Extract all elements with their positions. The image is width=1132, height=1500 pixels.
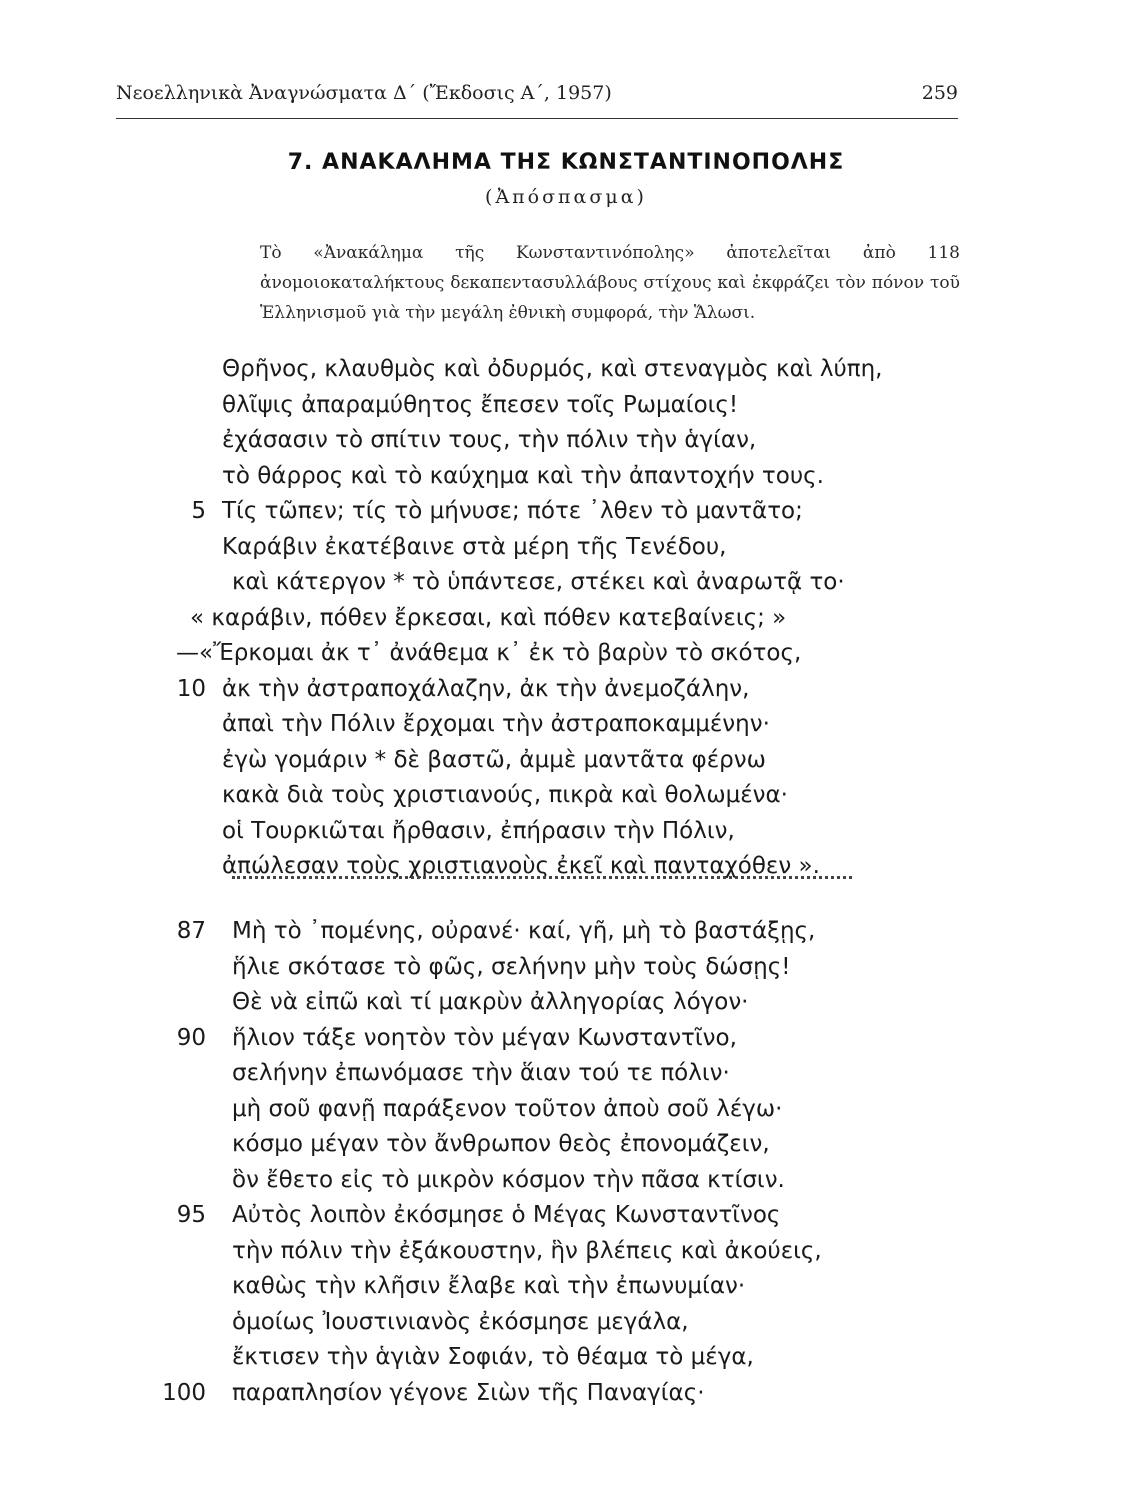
verse-line <box>0 1344 1132 1380</box>
running-title: Νεοελληνικὰ Ἀναγνώσματα Δ´ (Ἔκδοσις Α´, 1957) <box>116 82 612 104</box>
verse-number: 95 <box>176 1202 206 1228</box>
verse-line <box>0 676 1132 712</box>
verse-text: ἥλιε σκότασε τὸ φῶς, σελήνην μὴν τοὺς δώσῃς! <box>232 953 791 980</box>
verse-line <box>0 1309 1132 1345</box>
verse-line <box>0 1238 1132 1274</box>
verse-text: Καράβιν ἐκατέβαινε στὰ μέρη τῆς Τενέδου, <box>222 533 727 560</box>
verse-line <box>0 711 1132 747</box>
verse-text: Θρῆνος, κλαυθμὸς καὶ ὀδυρμός, καὶ στεναγμὸς καὶ λύπη, <box>222 356 883 382</box>
verse-text: καὶ κάτεργον * τὸ ὑπάντεσε, στέκει καὶ ἀναρωτᾷ το· <box>232 569 845 595</box>
verse-text: Θὲ νὰ εἰπῶ καὶ τί μακρὺν ἀλληγορίας λόγον· <box>232 989 749 1015</box>
verse-text: καθὼς τὴν κλῆσιν ἔλαβε καὶ τὴν ἐπωνυμίαν· <box>232 1273 746 1299</box>
verse-line <box>0 534 1132 570</box>
verse-text: Τίς τῶπεν; τίς τὸ μήνυσε; πότε ᾿λθεν τὸ μαντᾶτο; <box>222 498 803 524</box>
verse-text: σελήνην ἐπωνόμασε τὴν ἅιαν τού τε πόλιν· <box>232 1060 730 1086</box>
verse-line <box>0 1380 1132 1416</box>
header-rule <box>116 118 958 119</box>
verse-text: ἐγὼ γομάριν * δὲ βαστῶ, ἀμμὲ μαντᾶτα φέρνω <box>222 746 766 773</box>
verse-line <box>0 427 1132 463</box>
verse-line <box>0 605 1132 641</box>
verse-text: Μὴ τὸ ᾿πομένης, οὐρανέ· καί, γῆ, μὴ τὸ βαστάξῃς, <box>232 918 816 944</box>
verse-text: ὃν ἔθετο εἰς τὸ μικρὸν κόσμον τὴν πᾶσα κτίσιν. <box>232 1166 785 1193</box>
verse-line <box>0 1096 1132 1132</box>
verse-text: τὸ θάρρος καὶ τὸ καύχημα καὶ τὴν ἀπαντοχήν τους. <box>222 462 824 489</box>
verse-text: ἐχάσασιν τὸ σπίτιν τους, τὴν πόλιν τὴν ἁγίαν, <box>222 427 757 453</box>
verse-line <box>0 853 1132 889</box>
verse-line <box>0 1131 1132 1167</box>
verse-text: —«Ἔρκομαι ἀκ τ᾿ ἀνάθεμα κ᾿ ἐκ τὸ βαρὺν τὸ σκότος, <box>176 640 802 666</box>
verse-number: 10 <box>176 675 206 702</box>
verse-text: θλῖψις ἀπαραμύθητος ἔπεσεν τοῖς Ρωμαίοις! <box>222 391 739 418</box>
verse-text: « καράβιν, πόθεν ἔρκεσαι, καὶ πόθεν κατεβαίνεις; » <box>190 604 787 631</box>
verse-text: κακὰ διὰ τοὺς χριστιανούς, πικρὰ καὶ θολωμένα· <box>222 782 788 808</box>
verse-line <box>0 640 1132 676</box>
intro-paragraph <box>260 238 960 328</box>
poem-title: 7. ΑΝΑΚΑΛΗΜΑ ΤΗΣ ΚΩΝΣΤΑΝΤΙΝΟΠΟΛΗΣ <box>287 150 845 175</box>
verse-number: 5 <box>191 498 206 524</box>
verse-text: ἥλιον τάξε νοητὸν τὸν μέγαν Κωνσταντῖνο, <box>232 1024 737 1051</box>
page-number: 259 <box>921 82 958 104</box>
verse-line <box>0 1060 1132 1096</box>
verse-text: τὴν πόλιν τὴν ἐξάκουστην, ἣν βλέπεις καὶ ἀκούεις, <box>232 1237 822 1264</box>
verse-text: κόσμο μέγαν τὸν ἄνθρωπον θεὸς ἐπονομάζειν, <box>232 1131 770 1157</box>
verse-number: 87 <box>176 918 206 944</box>
verse-line <box>0 954 1132 990</box>
verse-line <box>0 747 1132 783</box>
verse-line <box>0 356 1132 392</box>
verse-line <box>0 463 1132 499</box>
verse-line <box>0 498 1132 534</box>
verse-line <box>0 818 1132 854</box>
omission-dots <box>232 876 852 883</box>
verse-line <box>0 782 1132 818</box>
poem-subtitle: (Ἀπόσπασμα) <box>485 186 647 208</box>
verse-line <box>0 392 1132 428</box>
verse-text: ἀπαὶ τὴν Πόλιν ἔρχομαι τὴν ἀστραποκαμμένην· <box>222 711 770 737</box>
verse-line <box>0 1167 1132 1203</box>
verse-text: ἀπώλεσαν τοὺς χριστιανοὺς ἐκεῖ καὶ πανταχόθεν ». <box>222 853 820 879</box>
verse-line <box>0 1202 1132 1238</box>
verse-text: ἔκτισεν τὴν ἁγιὰν Σοφιάν, τὸ θέαμα τὸ μέγα, <box>232 1344 754 1370</box>
verse-number: 90 <box>176 1024 206 1051</box>
verse-line <box>0 1025 1132 1061</box>
verse-text: Αὐτὸς λοιπὸν ἐκόσμησε ὁ Μέγας Κωνσταντῖνος <box>232 1202 781 1228</box>
verse-line <box>0 918 1132 954</box>
verse-line <box>0 989 1132 1025</box>
intro-text: Τὸ «Ἀνακάλημα τῆς Κωνσταντινόπολης» ἀποτελεῖται ἀπὸ 118 ἀνομοιοκαταλήκτους δεκαπεντασυλλάβους στίχους καὶ ἐκφράζει τὸν πόνον τοῦ Ἑλληνισμοῦ γιὰ τὴν μεγάλη ἐθνικὴ συμφορά, τὴν Ἅλωσι. <box>260 243 960 323</box>
verse-number: 100 <box>162 1379 206 1406</box>
verse-text: ἀκ τὴν ἀστραποχάλαζην, ἀκ τὴν ἀνεμοζάλην, <box>222 675 750 702</box>
verse-text: οἱ Τουρκιῶται ἤρθασιν, ἐπήρασιν τὴν Πόλιν, <box>222 817 735 844</box>
verse-text: ὁμοίως Ἰουστινιανὸς ἐκόσμησε μεγάλα, <box>232 1308 689 1335</box>
verse-text: μὴ σοῦ φανῇ παράξενον τοῦτον ἀποὺ σοῦ λέγω· <box>232 1095 783 1122</box>
verse-line <box>0 569 1132 605</box>
verse-line <box>0 1273 1132 1309</box>
verse-text: παραπλησίον γέγονε Σιὼν τῆς Παναγίας· <box>232 1379 705 1406</box>
